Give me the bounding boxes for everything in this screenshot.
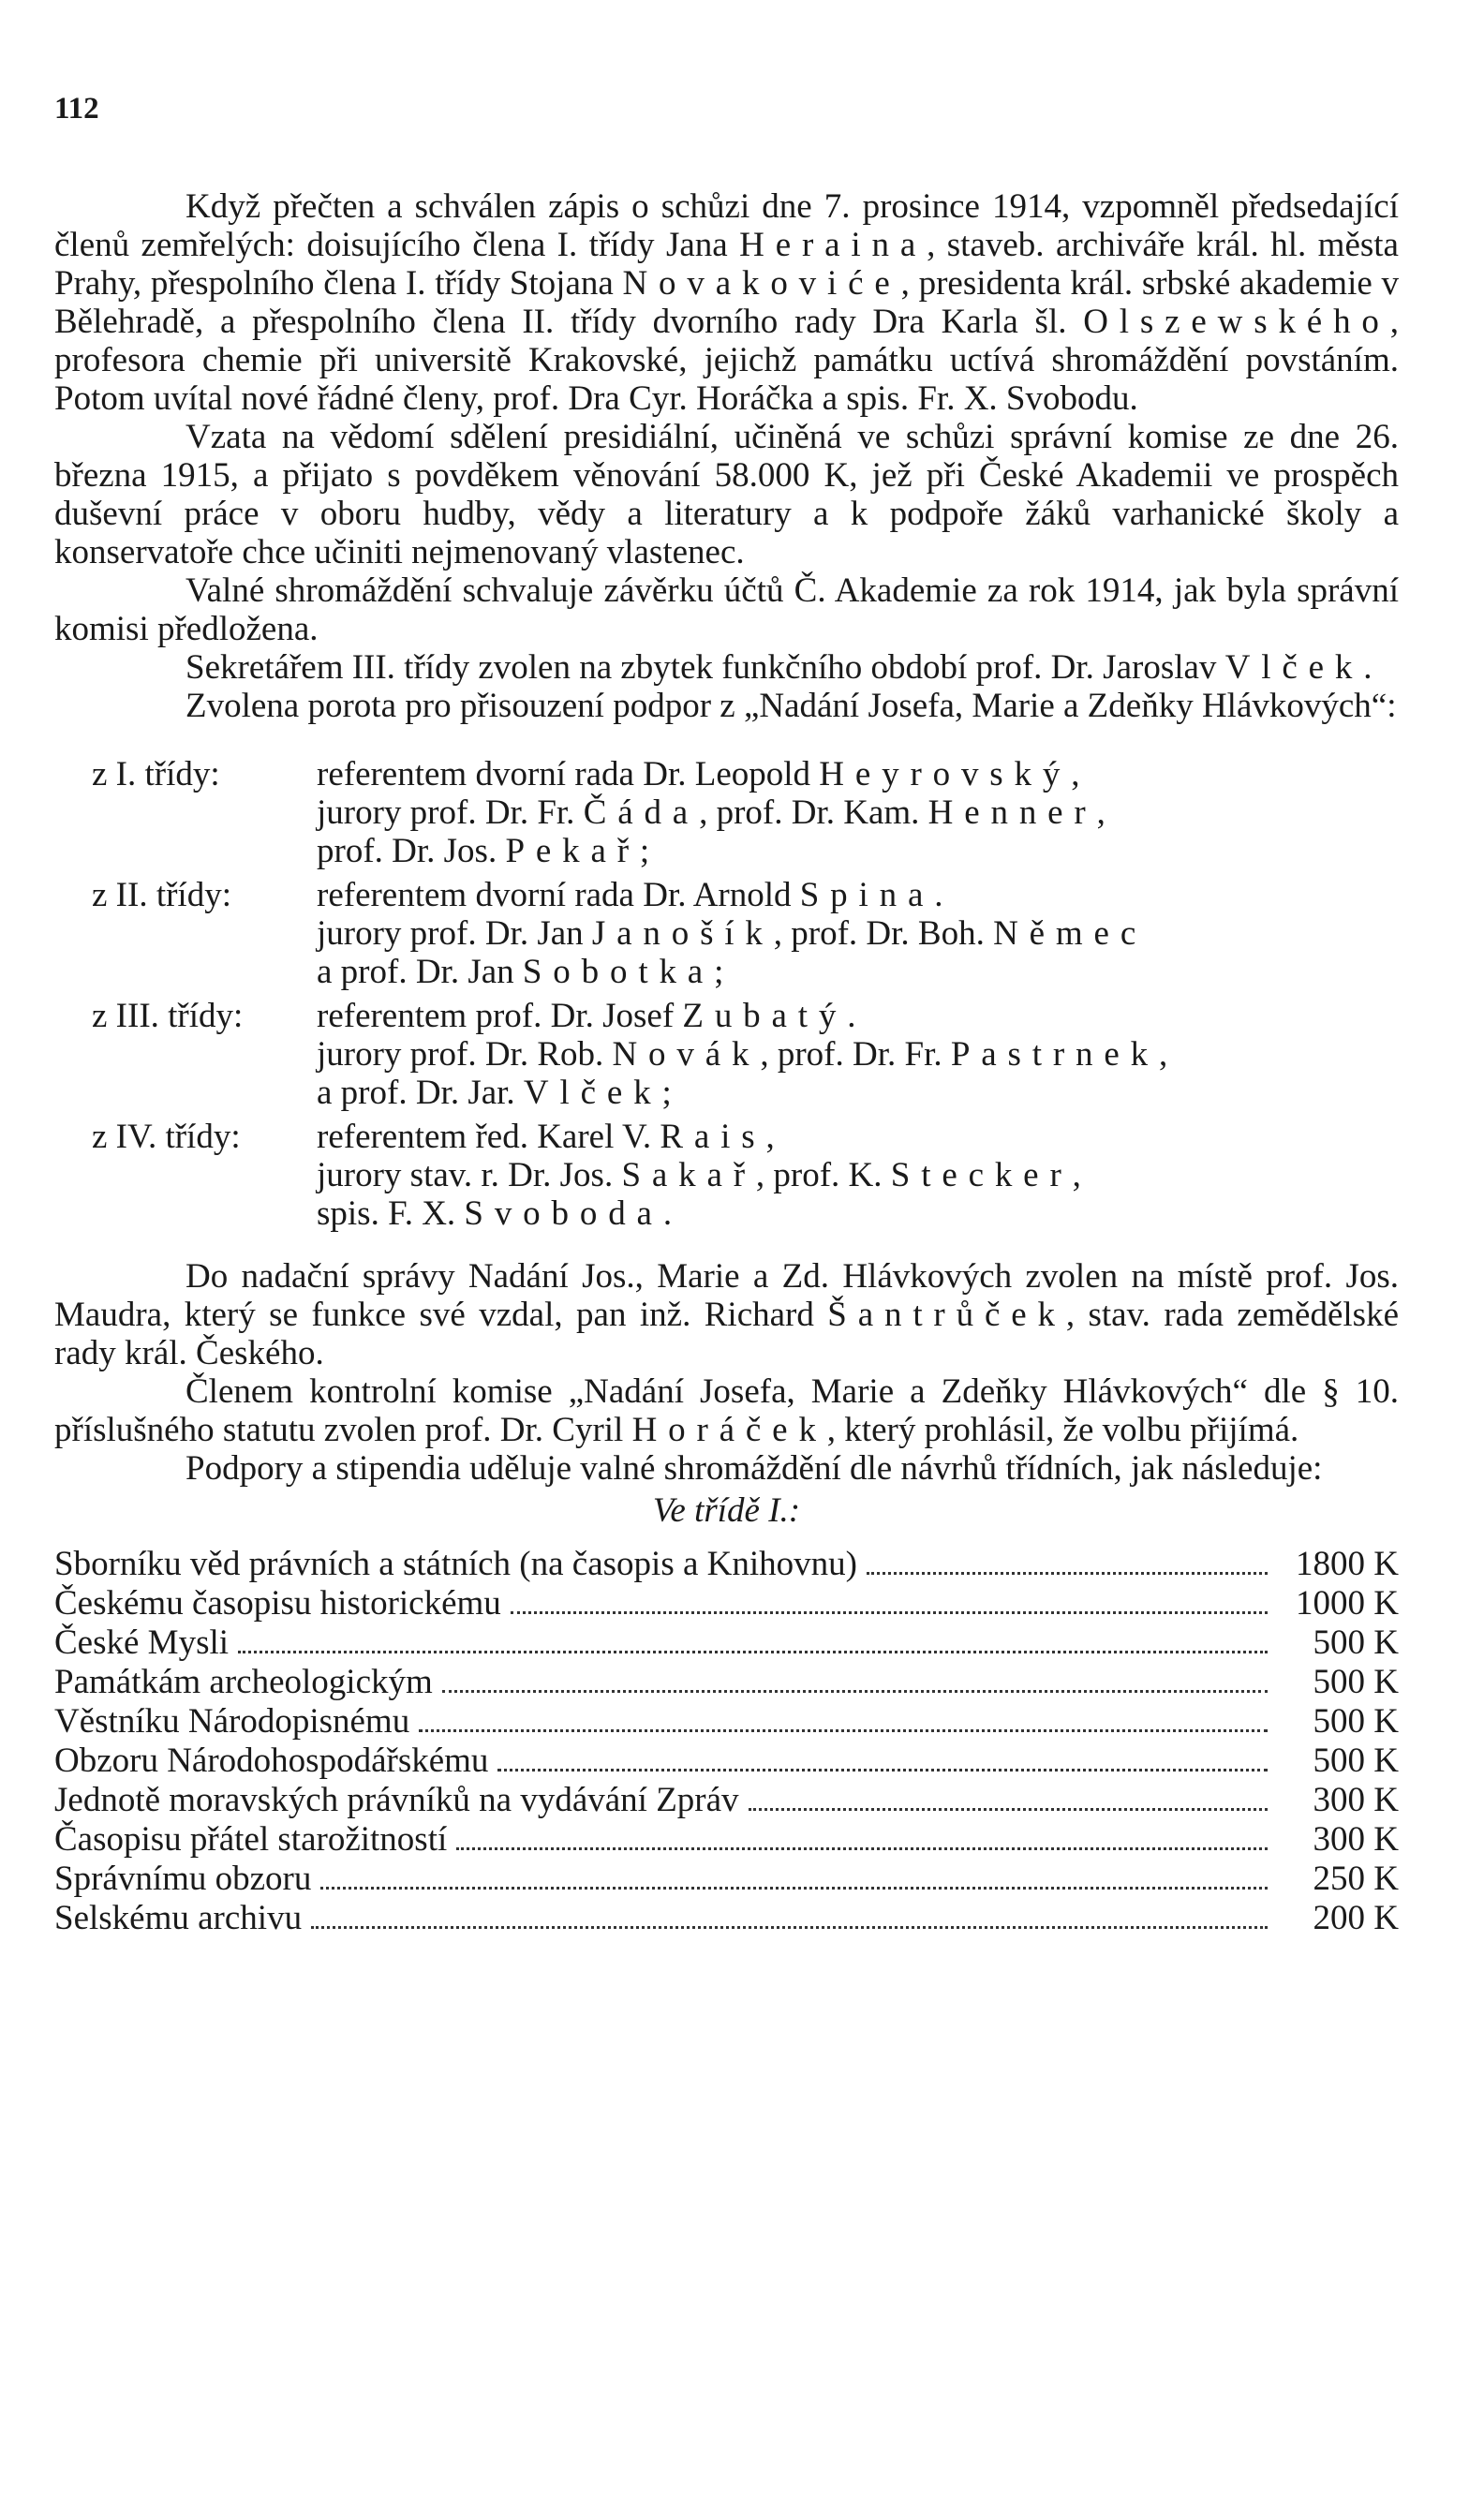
- grant-row: [54, 1584, 1399, 1623]
- grant-row: [54, 1702, 1399, 1742]
- grant-name: Věstníku Národopisnému: [54, 1702, 410, 1741]
- text: , presidenta král. srbské akademie v Bělehradě, a přespolního člena II. třídy dvorního rady Dra Karla šl.: [54, 264, 1399, 341]
- spaced-name: Vlček: [523, 1074, 662, 1112]
- jury-line: [317, 997, 1343, 1035]
- paragraph-memorial: [54, 187, 1399, 418]
- spaced-name: Šantrůček: [827, 1296, 1066, 1334]
- text: jurory stav. r. Dr. Jos.: [317, 1156, 622, 1194]
- paragraph-grants-intro: Podpory a stipendia uděluje valné shromáždění dle návrhů třídních, jak následuje:: [185, 1449, 1323, 1488]
- text: referentem dvorní rada Dr. Leopold: [317, 755, 820, 793]
- text: referentem řed. Karel V.: [317, 1118, 660, 1156]
- grant-row: [54, 1545, 1399, 1584]
- paragraph-control-commission: [54, 1372, 1399, 1449]
- spaced-name: Novakoviće: [622, 264, 901, 303]
- jury-members: [317, 1118, 1399, 1233]
- text: .: [934, 876, 943, 914]
- jury-line: [317, 1035, 1343, 1074]
- jury-line: [317, 953, 1343, 991]
- spaced-name: Sakař: [621, 1156, 756, 1194]
- grant-amount: 250 K: [1313, 1860, 1399, 1898]
- jury-line: [317, 755, 1343, 793]
- spaced-name: Němec: [993, 914, 1148, 953]
- leader-dots: [238, 1651, 1268, 1653]
- jury-class-label: z II. třídy:: [92, 876, 231, 914]
- grant-amount: 500 K: [1313, 1623, 1399, 1662]
- spaced-name: Vlček: [1224, 648, 1364, 687]
- grant-name: Sborníku věd právních a státních (na časopis a Knihovnu): [54, 1545, 857, 1583]
- leader-dots: [867, 1572, 1268, 1575]
- text: , staveb. archiváře král. hl. města Prahy, přespolního člena I. třídy Stojana: [54, 226, 1399, 303]
- paragraph-secretary: [54, 648, 1399, 687]
- jury-line: [317, 832, 1343, 870]
- text: , prof. Dr. Boh.: [773, 914, 994, 953]
- jury-line: [317, 1156, 1343, 1194]
- text: .: [662, 1194, 673, 1233]
- text: , prof. K.: [755, 1156, 891, 1194]
- grant-row: [54, 1899, 1399, 1938]
- jury-class-label: z I. třídy:: [92, 755, 220, 793]
- spaced-name: Zubatý: [682, 997, 848, 1035]
- text: a prof. Dr. Jan: [317, 953, 523, 991]
- paragraph-accounts: Valné shromáždění schvaluje závěrku účtů Č. Akademie za rok 1914, jak byla správní komisi předložena.: [54, 571, 1399, 648]
- paragraph-jury-intro: Zvolena porota pro přisouzení podpor z „Nadání Josefa, Marie a Zdeňky Hlávkových“:: [185, 687, 1397, 725]
- text: .: [1363, 648, 1373, 687]
- grant-row: [54, 1860, 1399, 1899]
- grant-name: Správnímu obzoru: [54, 1860, 312, 1898]
- text: jurory prof. Dr. Jan: [317, 914, 592, 953]
- spaced-name: Janošík: [591, 914, 774, 953]
- grant-row: [54, 1781, 1399, 1820]
- text: , profesora chemie při universitě Krakovské, jejichž památku uctívá shromáždění povstáním. Potom uvítal nové řádné členy, prof. Dra Cyr. Horáčka a spis. Fr. X. Svobodu.: [54, 303, 1399, 418]
- text: ;: [714, 953, 724, 991]
- paragraph-donation: Vzata na vědomí sdělení presidiální, učiněná ve schůzi správní komise ze dne 26. března 1915, a přijato s povděkem věnování 58.000 K, jež při České Akademii ve prospěch duševní práce v oboru hudby, vědy a literatury a k podpoře žáků varhanické školy a konservatoře chce učiniti nejmenovaný vlastenec.: [54, 418, 1399, 571]
- text: ,: [1071, 755, 1080, 793]
- text: ,: [1096, 793, 1105, 832]
- jury-entry: [54, 876, 1399, 991]
- jury-line: [317, 793, 1343, 832]
- jury-line: [317, 1194, 1343, 1233]
- text: referentem dvorní rada Dr. Arnold: [317, 876, 800, 914]
- jury-class-label: z IV. třídy:: [92, 1118, 241, 1156]
- spaced-name: Sobotka: [522, 953, 715, 991]
- leader-dots: [749, 1808, 1268, 1811]
- text: , stav. rada zemědělské rady král. Českého.: [54, 1296, 1400, 1372]
- text: jurory prof. Dr. Fr.: [317, 793, 584, 832]
- jury-list: [54, 755, 1399, 1233]
- grant-name: Časopisu přátel starožitností: [54, 1820, 448, 1859]
- jury-entry: [54, 755, 1399, 870]
- jury-line: [317, 1118, 1343, 1156]
- text: .: [847, 997, 856, 1035]
- grant-amount: 300 K: [1313, 1781, 1399, 1819]
- leader-dots: [320, 1887, 1268, 1890]
- spaced-name: Henner: [927, 793, 1097, 832]
- spaced-name: Pastrnek: [950, 1035, 1159, 1074]
- spaced-name: Horáček: [631, 1411, 827, 1449]
- text: a prof. Dr. Jar.: [317, 1074, 524, 1112]
- jury-class-label: z III. třídy:: [92, 997, 244, 1035]
- leader-dots: [511, 1611, 1268, 1614]
- leader-dots: [311, 1926, 1268, 1929]
- leader-dots: [419, 1729, 1268, 1732]
- grant-name: Českému časopisu historickému: [54, 1584, 501, 1623]
- text: Členem kontrolní komise „Nadání Josefa, Marie a Zdeňky Hlávkových“ dle § 10. příslušného statutu zvolen prof. Dr. Cyril: [54, 1372, 1399, 1449]
- grant-amount: 1800 K: [1296, 1545, 1399, 1583]
- text: ,: [765, 1118, 775, 1156]
- grant-name: Selskému archivu: [54, 1899, 303, 1937]
- jury-members: [317, 755, 1399, 870]
- spaced-name: Stecker: [890, 1156, 1073, 1194]
- spaced-name: Olszewského: [1083, 303, 1390, 341]
- grant-amount: 500 K: [1313, 1742, 1399, 1780]
- grant-row: [54, 1623, 1399, 1663]
- text: referentem prof. Dr. Josef: [317, 997, 683, 1035]
- grant-row: [54, 1820, 1399, 1860]
- grants-list: [54, 1545, 1399, 1938]
- leader-dots: [497, 1769, 1268, 1771]
- spaced-name: Heyrovský: [819, 755, 1072, 793]
- page-body: [54, 187, 1399, 1938]
- jury-line: [317, 1074, 1343, 1112]
- spaced-name: Heraina: [739, 226, 927, 264]
- grant-name: Památkám archeologickým: [54, 1663, 433, 1701]
- spaced-name: Novák: [612, 1035, 761, 1074]
- text: jurory prof. Dr. Rob.: [317, 1035, 613, 1074]
- grant-name: České Mysli: [54, 1623, 230, 1662]
- grant-name: Obzoru Národohospodářskému: [54, 1742, 489, 1780]
- text: ;: [661, 1074, 672, 1112]
- text: , který prohlásil, že volbu přijímá.: [826, 1411, 1299, 1449]
- text: Do nadační správy Nadání Jos., Marie a Zd. Hlávkových zvolen na místě prof. Jos. Maudra, který se funkce své vzdal, pan inž. Richard: [54, 1257, 1399, 1334]
- text: ,: [1072, 1156, 1081, 1194]
- leader-dots: [456, 1847, 1268, 1850]
- jury-members: [317, 876, 1399, 991]
- text: , prof. Dr. Kam.: [699, 793, 928, 832]
- spaced-name: Čáda: [583, 793, 700, 832]
- section-title: Ve třídě I.:: [652, 1491, 801, 1530]
- grant-amount: 300 K: [1313, 1820, 1399, 1859]
- jury-line: [317, 876, 1343, 914]
- jury-entry: [54, 997, 1399, 1112]
- grant-name: Jednotě moravských právníků na vydávání Zpráv: [54, 1781, 739, 1819]
- grant-amount: 500 K: [1313, 1702, 1399, 1741]
- leader-dots: [442, 1690, 1268, 1693]
- spaced-name: Svoboda: [464, 1194, 663, 1233]
- text: ,: [1159, 1035, 1168, 1074]
- paragraph-foundation-admin: [54, 1257, 1399, 1372]
- grant-amount: 1000 K: [1296, 1584, 1399, 1623]
- grant-amount: 500 K: [1313, 1663, 1399, 1701]
- text: , prof. Dr. Fr.: [760, 1035, 951, 1074]
- text: prof. Dr. Jos.: [317, 832, 506, 870]
- page-number: 112: [54, 92, 99, 126]
- jury-members: [317, 997, 1399, 1112]
- spaced-name: Spina: [799, 876, 935, 914]
- spaced-name: Rais: [660, 1118, 766, 1156]
- grant-row: [54, 1663, 1399, 1702]
- grant-row: [54, 1742, 1399, 1781]
- text: spis. F. X.: [317, 1194, 465, 1233]
- text: ;: [639, 832, 650, 870]
- text: Sekretářem III. třídy zvolen na zbytek funkčního období prof. Dr. Jaroslav: [185, 648, 1225, 687]
- jury-line: [317, 914, 1343, 953]
- jury-entry: [54, 1118, 1399, 1233]
- grant-amount: 200 K: [1313, 1899, 1399, 1937]
- spaced-name: Pekař: [505, 832, 640, 870]
- text: Když přečten a schválen zápis o schůzi dne 7. prosince 1914, vzpomněl předsedající členů zemřelých: doisujícího člena I. třídy Jana: [54, 187, 1399, 264]
